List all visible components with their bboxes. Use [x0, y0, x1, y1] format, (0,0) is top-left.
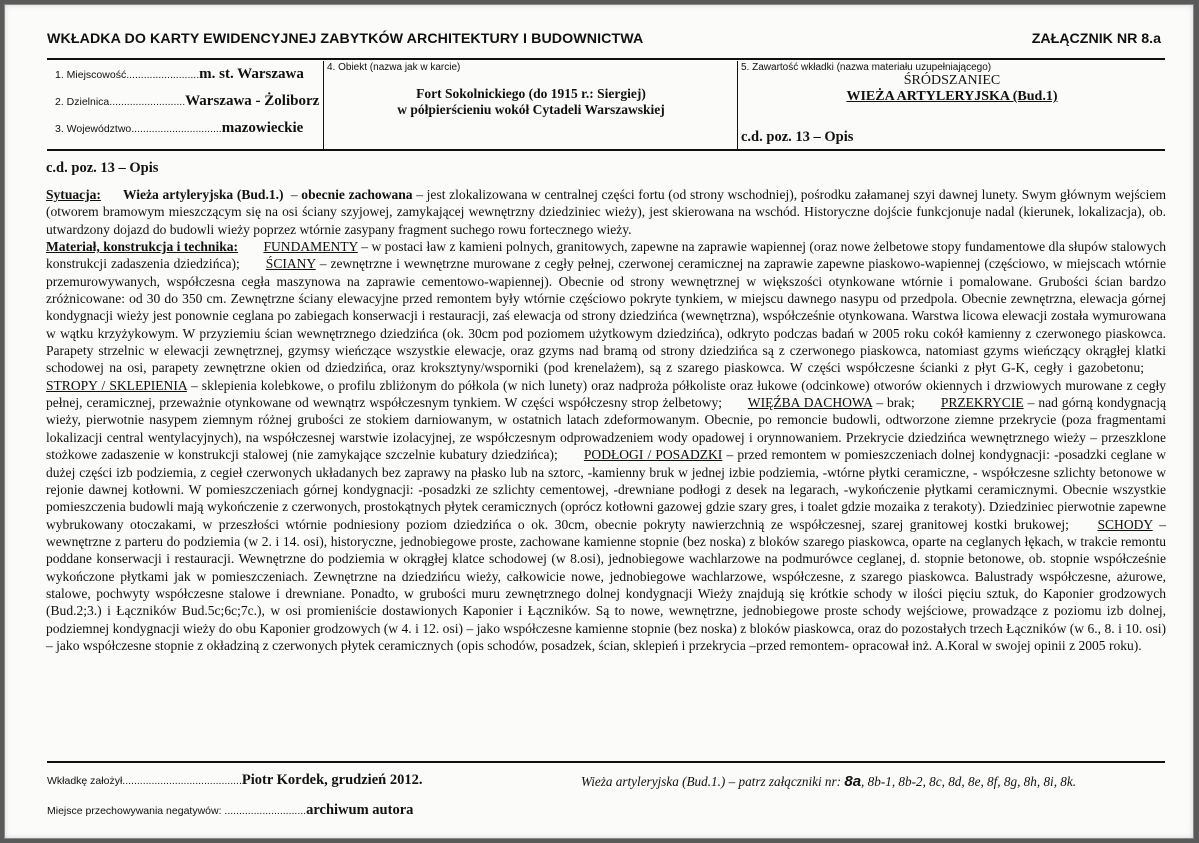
- field-value: m. st. Warszawa: [199, 66, 304, 82]
- text-stairs: – wewnętrzne z parteru do podziemia (w 2. i 14. osi), historyczne, jednobiegowe proste, zachowane kamienne stopnie (bez noska) z bloków szarego piaskowca, oparte na ceglanych łękach, w trakcie remontu poddane konserwacji i restauracji. Wewnętrzne do podziemia w okrągłej klatce schodowej (w 8.osi), jednobiegowe wachlarzowe na podmurówce ceglanej, d. stopnie betonowe, ob. stopnie współcześnie wykończone płytkami jak w pomieszczeniach. Zewnętrzne na dziedzińcu wieży, całkowicie nowe, jednobiegowe wachlarzowe, współczesne, z szarego piaskowca. Balustrady współczesne, ażurowe, stalowe, pochwyty współczesne stalowe i drewniane. Ponadto, w grubości muru zewnętrznego dolnej kondygnacji Wieży znajdują się krótkie schody w ilości pięciu sztuk, do Kaponier grodzowych (Bud.2;3.) i Łączników Bud.5c;6c;7c.), w osi promieniście dostawionych Kaponier i Łączników. Są to nowe, wewnętrzne, jednobiegowe proste schody wejściowe, prowadzące z poziomu izb dolnej, podziemnej kondygnacji wieży do obu Kaponier grodzowych (w 4. i 12. osi) – jako współczesne kamienne stopnie (bez noska) z bloków piaskowca, oraz do pozostałych trzech Łączników (w 6., 8. i 10. osi) – jako współczesne stopnie z okładziną z czerwonych płytek ceramicznych (opis schodów, posadzek, ścian, sklepień i przekrycia –przed remontem- opracował inż. A.Koral w swojej opinii z 2005 roku).: [46, 516, 1167, 653]
- insert-content-line2: [738, 89, 1166, 105]
- object-column: [323, 61, 737, 149]
- footer-created-by: [47, 772, 422, 789]
- annex-refs-prefix: Wieża artyleryjska (Bud.1.) – patrz załączniki nr:: [581, 774, 845, 789]
- header-grid: [47, 61, 1165, 149]
- field-locality: [55, 66, 304, 83]
- situation-status: obecnie zachowana: [301, 187, 413, 202]
- situation-paragraph: Sytuacja: Wieża artyleryjska (Bud.1.) – obecnie zachowana – jest zlokalizowana w centralnej części fortu (od strony wschodniej), pośrodku załamanej szyi dawnej lunety. Swym głównym wejściem (otworem bramowym mieszczącym się na osi ściany szyjowej, zamykającej wewnętrzny dziedziniec wieży), jest skierowana na wschód. Historyczne dojście funkcjonuje nadal (kierunek, lokalizacja), ob. utwardzony dojazd do budowli wieży poprzez wtórnie zasypany fragment suchego rowu fortecznego wieży.: [46, 187, 1166, 237]
- text-roof-truss: – brak;: [872, 395, 915, 411]
- heading-foundations: FUNDAMENTY: [263, 239, 358, 255]
- object-label: 4. Obiekt (nazwa jak w karcie): [327, 62, 461, 73]
- heading-stairs: SCHODY: [1097, 516, 1153, 532]
- footer-negatives: [47, 802, 413, 819]
- header-top-rule: [47, 58, 1165, 60]
- insert-content-line1: ŚRÓDSZANIEC: [903, 73, 1001, 88]
- insert-continuation: c.d. poz. 13 – Opis: [741, 129, 854, 145]
- insert-content-title: WIEŻA ARTYLERYJSKA (Bud.1): [846, 89, 1058, 104]
- text-walls: – zewnętrzne i wewnętrzne murowane z cegły pełnej, czerwonej ceramicznej na zaprawie zapewne piaskowo-wapiennej (częściowo, w miejscach wtórnie przemurowywanych, współczesna cegła maszynowa na zaprawie cementowo-wapiennej). Obecnie od strony wewnętrznej w większości otynkowane wtórnie i pomalowane. Grubości ścian bardzo zróżnicowane: od 30 do 350 cm. Zewnętrzne ściany elewacyjne przed remontem były wtórnie częściowo pokryte tynkiem, w miejscu dawnego nasypu od przedpola. Obecnie zewnętrzna, elewacja górnej kondygnacji wieży jest ponownie ceglana po zabiegach konserwacji i restauracji, zaś elewacja od strony dziedzińca (wewnętrzna), współcześnie otynkowana. Warstwa licowa elewacji została wymurowana w wątku krzyżykowym. W przyziemiu ścian wewnętrznego dziedzińca (ok. 30cm pod poziomem użytkowym dziedzińca), odkryto podczas badań w 2005 roku cokół kamienny z czerwonego piaskowca. Parapety strzelnic w elewacji zewnętrznej, gzymsy wieńczące wszystkie elewacje, oraz gzyms nad bramą od strony dziedzińca są z czerwonego piaskowca, natomiast gzyms wieńczący okrągłej klatki schodowej na osi, parapety zewnętrzne okien od dziedzińca, oraz kroksztyny/wsporniki (pod krenelażem), są z szarego piaskowca. W części współczesne ścianki z płyt G-K, cegły i gazobetonu;: [46, 256, 1167, 376]
- object-name-line2: w półpierścieniu wokół Cytadeli Warszawskiej: [397, 102, 665, 117]
- text-covering: – nad górną kondygnacją wieży, pierwotnie nasypem ziemnym różnej grubości ze stokiem darniowanym, w ostatnich latach zdeformowanym. Obecnie, po remoncie budowli, odtworzone ziemne przekrycie (poza fragmentami lokalizacji central wentylacyjnych), na współczesnej warstwie izolacyjnej, ze współczesnym odprowadzeniem wody opadowej i orynnowaniem. Przekrycie dziedzińca wewnętrznego wieży – przeszklone stożkowe zadaszenie w konstrukcji stalowej (nie zamykające szczelnie kubatury dziedzińca);: [46, 395, 1166, 463]
- field-district: [55, 93, 319, 110]
- situation-subject: Wieża artyleryjska (Bud.1.): [122, 187, 284, 202]
- field-label: 2. Dzielnica..........................: [55, 96, 186, 108]
- heading-covering: PRZEKRYCIE: [940, 395, 1024, 411]
- text-ceilings: – sklepienia kolebkowe, o profilu zbliżonym do półkola (w nich lunety) oraz nadproża półkoliste oraz łukowe (odcinkowe) otworów okiennych i drzwiowych murowane z cegły pełnej, ceramicznej, przeważnie otynkowane od wewnątrz współczesnym tynkiem. W części współczesny strop żelbetowy;: [46, 377, 1166, 411]
- location-column: [47, 61, 323, 149]
- negatives-label: Miejsce przechowywania negatywów: ............................: [47, 805, 307, 817]
- field-value: mazowieckie: [221, 120, 304, 136]
- field-label: 1. Miejscowość.........................: [55, 69, 200, 81]
- annex-number: ZAŁĄCZNIK NR 8.a: [1031, 31, 1161, 47]
- field-label: 3. Województwo...............................: [55, 123, 222, 135]
- field-value: Warszawa - Żoliborz: [185, 93, 320, 109]
- insert-content-label: 5. Zawartość wkładki (nazwa materiału uzupełniającego): [741, 62, 992, 73]
- title-row: [47, 27, 1167, 51]
- material-paragraph: [46, 238, 1166, 654]
- document-page: [4, 4, 1194, 839]
- created-by-value: Piotr Kordek, grudzień 2012.: [241, 772, 423, 788]
- annex-refs-rest: , 8b-1, 8b-2, 8c, 8d, 8e, 8f, 8g, 8h, 8i, 8k.: [861, 774, 1077, 789]
- object-name: [324, 86, 738, 118]
- heading-walls: ŚCIANY: [265, 256, 316, 272]
- text-floors: – przed remontem w pomieszczeniach dolnej kondygnacji: -posadzki ceglane w dużej części izb podziemia, z cegieł czerwonych układanych bez zaprawy na płasko lub na sztorc, -kamienny bruk w jednej izbie podziemia, -wtórne płytki ceramiczne, - współczesne szlichty betonowe w rejonie dawnej kotłowni. W pomieszczeniach górnej kondygnacji: -posadzki ze szlichty cementowej, -drewniane podłogi z desek na legarach, -wykończenie płytkami ceramicznymi. Obecnie wszystkie pomieszczenia budowli mają wykończenie z czerwonych, prostokątnych płytek ceramicznych (oprócz kotłowni gazowej gdzie szary gres, i toalet gdzie mozaika z terakoty). Dziedziniec pierwotnie zapewne wybrukowany otoczakami, w przeszłości wtórnie podniesiony poziom dziedzińca o ok. 30cm, obecnie pokryty nawierzchnią ze współczesnej, szarej granitowej kostki brukowej;: [46, 447, 1167, 532]
- object-name-line1: Fort Sokolnickiego (do 1915 r.: Siergiej): [416, 86, 646, 101]
- annex-references: [581, 773, 1076, 790]
- field-voivodeship: [55, 120, 303, 137]
- situation-text: – jest zlokalizowana w centralnej części fortu (od strony wschodniej), pośrodku załamanej szyi dawnej lunety. Swym głównym wejściem (otworem bramowym mieszczącym się na osi ściany szyjowej, zamykającej wewnętrzny dziedziniec wieży), jest skierowana na wschód. Historyczne dojście funkcjonuje nadal (kierunek, lokalizacja), ob. utwardzony dojazd do budowli wieży poprzez wtórnie zasypany fragment suchego rowu fortecznego wieży.: [46, 187, 1166, 237]
- section-heading: c.d. poz. 13 – Opis: [46, 160, 159, 176]
- material-label: Materiał, konstrukcja i technika:: [46, 239, 239, 255]
- footer-rule: [47, 761, 1165, 763]
- heading-floors: PODŁOGI / POSADZKI: [583, 447, 723, 463]
- situation-label: Sytuacja:: [46, 187, 101, 202]
- document-title: WKŁADKA DO KARTY EWIDENCYJNEJ ZABYTKÓW ARCHITEKTURY I BUDOWNICTWA: [47, 31, 644, 47]
- heading-roof-truss: WIĘŹBA DACHOWA: [747, 395, 873, 411]
- description-body: [46, 186, 1166, 654]
- insert-content-column: [737, 61, 1165, 149]
- negatives-value: archiwum autora: [306, 802, 414, 818]
- text-foundations: – w postaci ław z kamieni polnych, granitowych, zapewne na zaprawie wapiennej (oraz nowe żelbetowe stopy fundamentowe dla słupów stalowych konstrukcji zadaszenia dziedzińca);: [46, 239, 1166, 272]
- annex-refs-current: 8a: [844, 773, 862, 790]
- header-bottom-rule: [47, 149, 1165, 151]
- heading-ceilings: STROPY / SKLEPIENIA: [46, 377, 187, 393]
- created-by-label: Wkładkę założył.........................................: [47, 775, 242, 787]
